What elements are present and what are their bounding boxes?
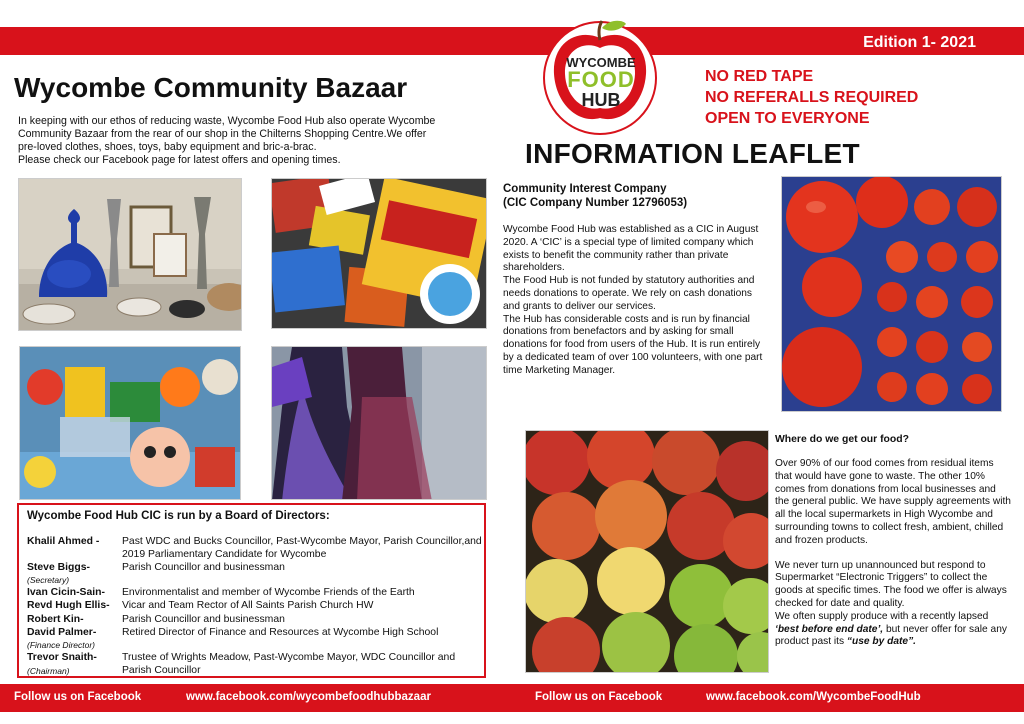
logo-text	[556, 56, 646, 109]
slogan-no-referrals: NO REFERALLS REQUIRED	[705, 89, 919, 106]
footer-link-foodhub[interactable]: www.facebook.com/WycombeFoodHub	[706, 691, 921, 703]
director-desc: Trustee of Wrights Meadow, Past-Wycombe Mayor, WDC Councillor and Parish Councillor	[122, 652, 456, 676]
edition-label: Edition 1- 2021	[863, 34, 976, 51]
food-heading: Where do we get our food?	[775, 434, 909, 445]
bazaar-intro-line: Please check our Facebook page for latest offers and opening times.	[18, 154, 341, 166]
food-paragraph-dates	[775, 611, 1011, 649]
cic-paragraph: The Hub has considerable costs and is run by financial donations from benefactors and by asking for small donations for food from users of the Hub. It is run entirely by a dedicated team of over 100 volunteers, with one part time Marketing Manager.	[503, 313, 763, 376]
bazaar-intro	[18, 115, 508, 167]
logo-line-wycombe: WYCOMBE	[566, 55, 636, 70]
cic-heading-line1: Community Interest Company	[503, 183, 667, 195]
food-paragraph: Over 90% of our food comes from residual items that would have gone to waste. The other 10% comes from donations from local businesses and the general public. We have supply agreements with all the local supermarkets in High Wycombe and surrounding towns to collect fresh, ambient, chilled and frozen products.	[775, 458, 1011, 546]
cic-body	[503, 224, 771, 378]
best-before-text: ‘best before end date’,	[775, 623, 884, 635]
cic-paragraph: Wycombe Food Hub was established as a CIC in August 2020. A ‘CIC’ is a special type of limited company which exists to benefit the community rather than private shareholders.	[503, 224, 759, 274]
bazaar-title: Wycombe Community Bazaar	[14, 72, 408, 103]
director-desc: Environmentalist and member of Wycombe Friends of the Earth	[122, 587, 415, 598]
photo-board-games	[271, 178, 487, 329]
bazaar-intro-line: In keeping with our ethos of reducing waste, Wycombe Food Hub also operate Wycombe	[18, 115, 436, 127]
director-desc: Past WDC and Bucks Councillor, Past-Wycombe Mayor, Parish Councillor,and 2019 Parliamentary Candidate for Wycombe	[122, 536, 482, 560]
director-name: Khalil Ahmed -	[27, 536, 100, 547]
photo-ornaments	[18, 178, 242, 331]
bazaar-intro-line: Community Bazaar from the rear of our shop in the Chilterns Shopping Centre.We offer	[18, 128, 427, 140]
slogan-no-red-tape: NO RED TAPE	[705, 68, 814, 85]
director-role: (Secretary)	[27, 575, 70, 585]
director-role: (Finance Director)	[27, 640, 96, 650]
food-text: We often supply produce with a recently lapsed	[775, 610, 989, 622]
director-desc: Vicar and Team Rector of All Saints Parish Church HW	[122, 600, 374, 611]
cic-heading	[503, 182, 773, 210]
footer-follow-right: Follow us on Facebook	[535, 691, 663, 703]
footer-follow-left: Follow us on Facebook	[14, 691, 142, 703]
logo-line-food: FOOD	[567, 67, 635, 92]
use-by-text: “use by date”.	[846, 636, 916, 648]
director-name: Ivan Cicin-Sain-	[27, 587, 105, 598]
footer-link-bazaar[interactable]: www.facebook.com/wycombefoodhubbazaar	[186, 691, 431, 703]
leaflet-title: INFORMATION LEAFLET	[525, 138, 860, 169]
director-name: Trevor Snaith-	[27, 652, 97, 663]
food-paragraph: We never turn up unannounced but respond to Supermarket “Electronic Triggers” to collect the goods at specific times. The food we offer is always checked for date and quality.	[775, 559, 1007, 609]
director-name: Revd Hugh Ellis-	[27, 600, 110, 611]
photo-dresses	[271, 346, 487, 500]
board-title: Wycombe Food Hub CIC is run by a Board of Directors:	[27, 510, 330, 522]
cic-heading-line2: (CIC Company Number 12796053)	[503, 197, 688, 209]
director-desc: Parish Councillor and businessman	[122, 614, 285, 625]
bazaar-intro-line: pre-loved clothes, shoes, toys, baby equipment and bric-a-brac.	[18, 141, 317, 153]
food-body	[775, 458, 1011, 649]
director-role: (Chairman)	[27, 666, 70, 676]
photo-tomatoes	[781, 176, 1002, 412]
slogan-open-to-everyone: OPEN TO EVERYONE	[705, 110, 870, 127]
director-desc: Parish Councillor and businessman	[122, 562, 285, 573]
logo-line-hub: HUB	[581, 90, 621, 110]
cic-paragraph: The Food Hub is not funded by statutory authorities and needs donations to operate. We rely on cash donations and grants to deliver our services.	[503, 275, 755, 312]
director-name: David Palmer-	[27, 627, 97, 638]
director-name: Robert Kin-	[27, 614, 84, 625]
director-name: Steve Biggs-	[27, 562, 90, 573]
director-desc: Retired Director of Finance and Resources at Wycombe High School	[122, 627, 439, 638]
food-text: but never offer for sale any product past its	[775, 623, 1007, 648]
photo-apples	[525, 430, 769, 673]
photo-toys	[19, 346, 241, 500]
